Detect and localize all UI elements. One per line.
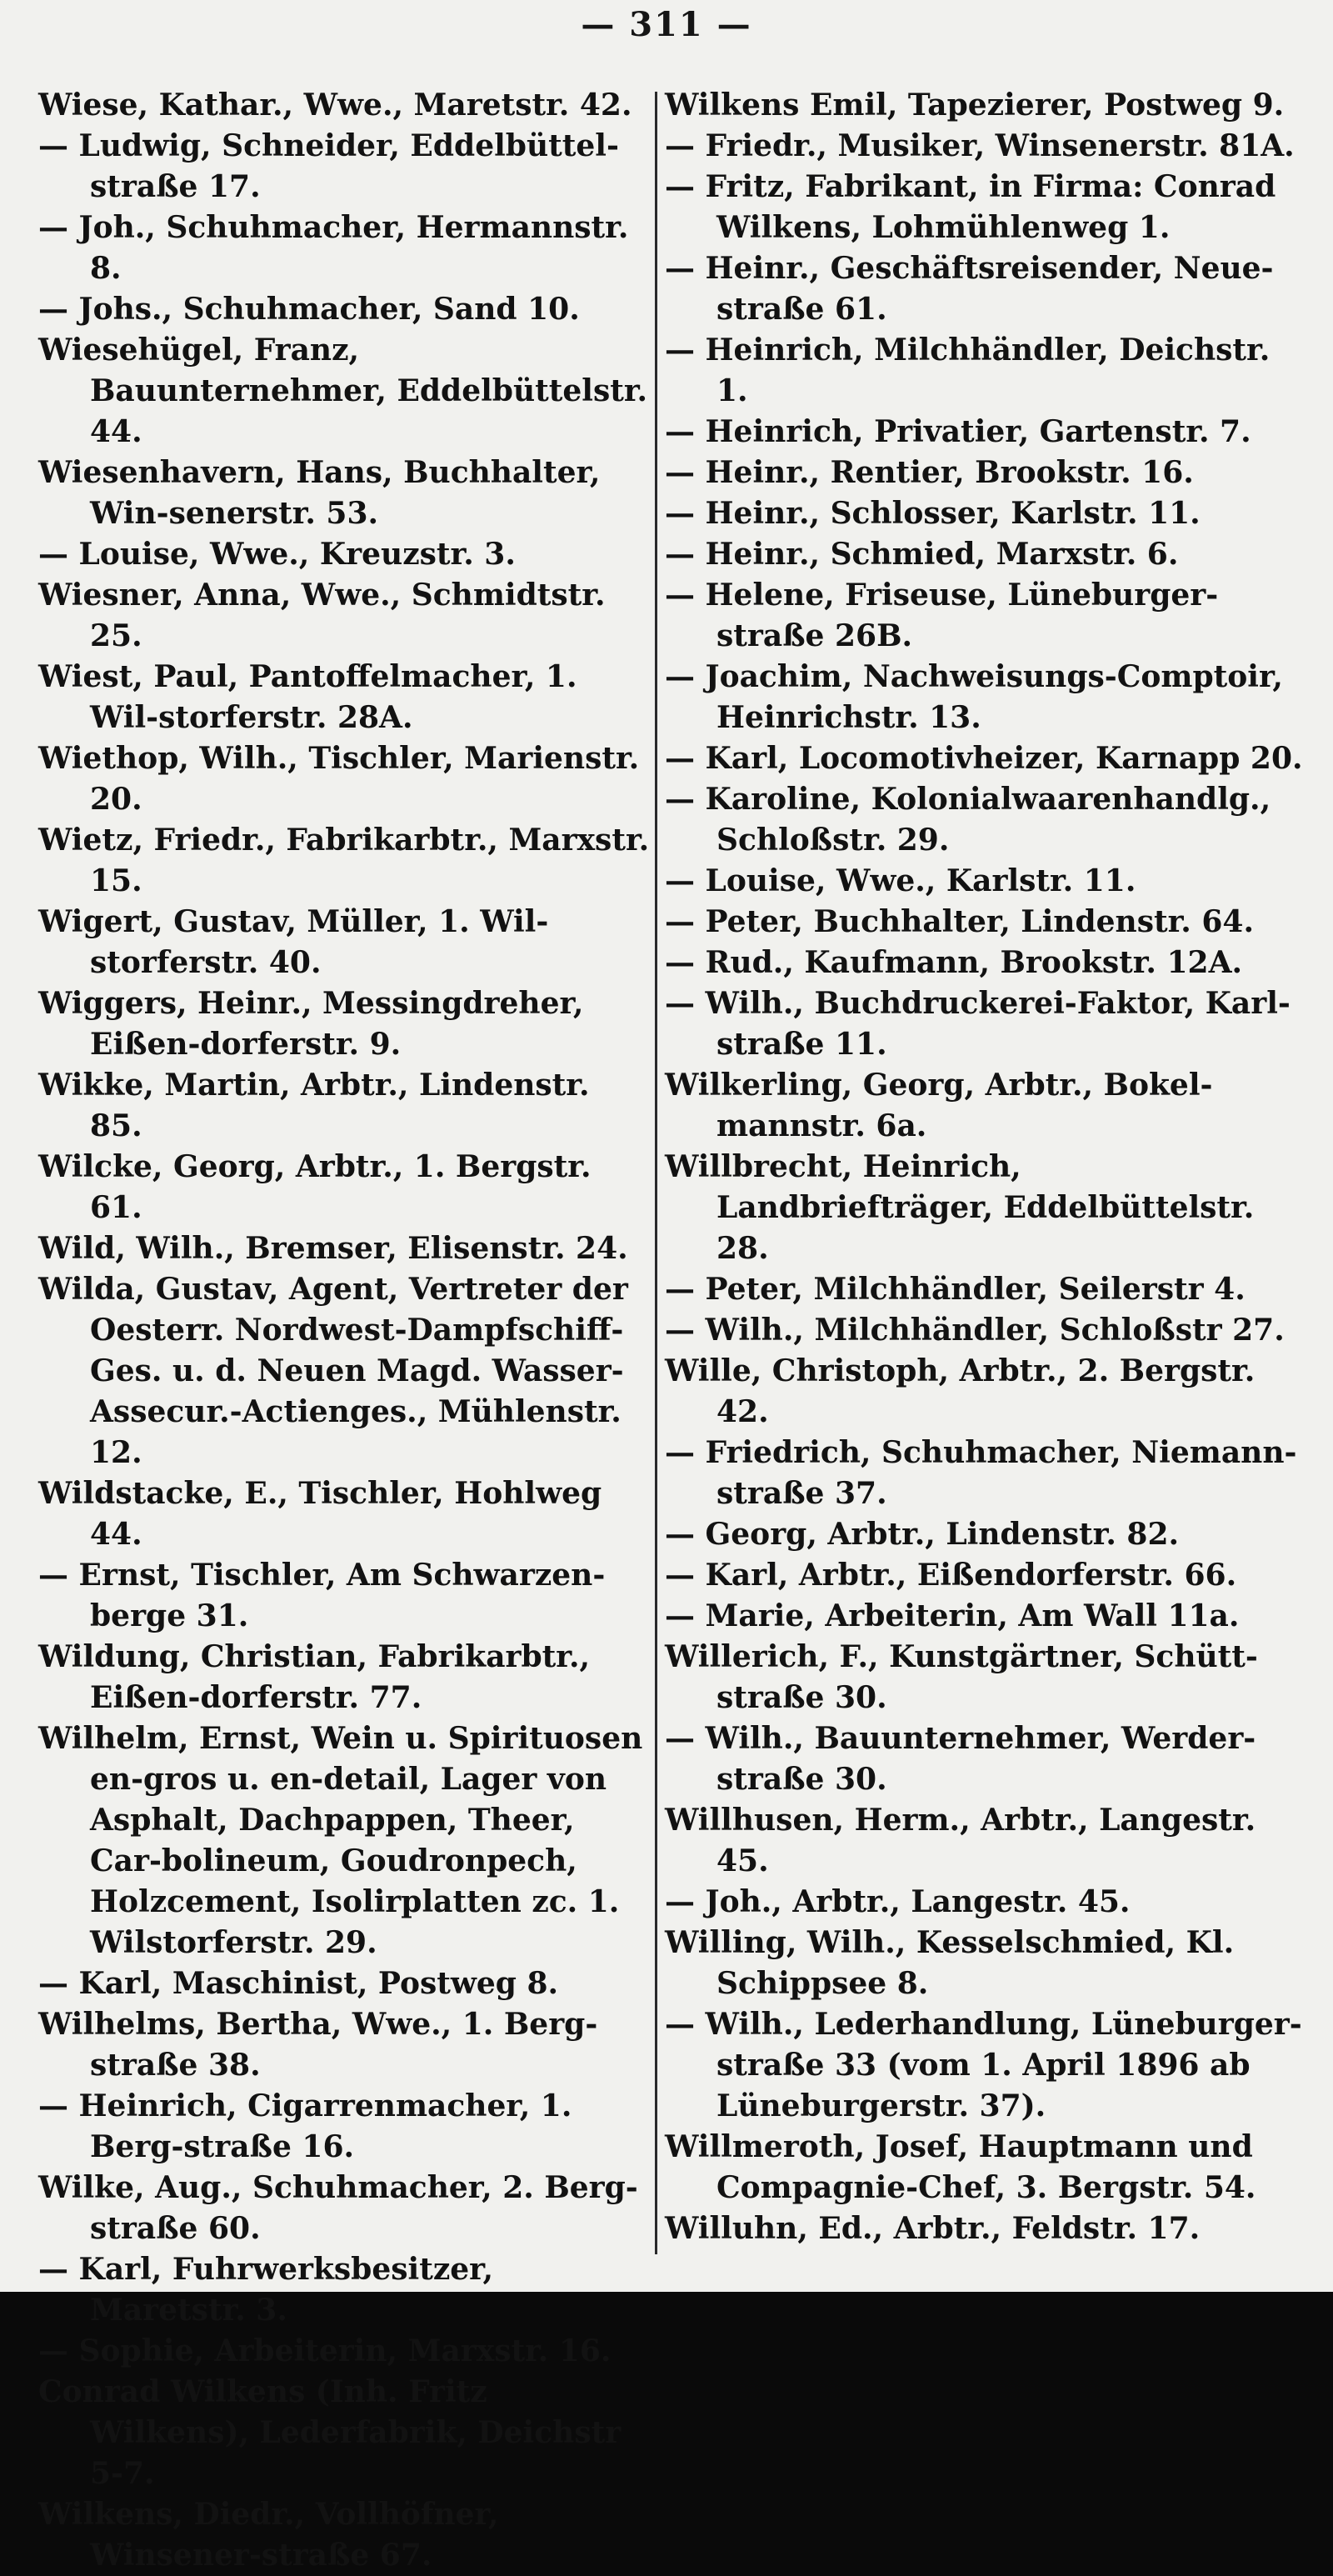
directory-entry: Wilhelm, Ernst, Wein u. Spirituosen en-gros u. en-detail, Lager von Asphalt, Dachpappen, Theer, Car-bolineum, Goudronpech, Holzcement, Isolirplatten zc. 1. Wilstorferstr. 29. xyxy=(38,1721,643,1960)
directory-entry: — Heinrich, Privatier, Gartenstr. 7. xyxy=(665,414,1251,449)
directory-entry: Wilkens, Diedr., Vollhöfner, Winsener-straße 67. xyxy=(38,2497,499,2573)
directory-entry: Conrad Wilkens (Inh. Fritz Wilkens), Lederfabrik, Deichstr 5-7. xyxy=(38,2374,622,2491)
directory-entry: Wilhelms, Bertha, Wwe., 1. Berg-straße 38. xyxy=(38,2007,598,2083)
directory-entry: Wilda, Gustav, Agent, Vertreter der Oesterr. Nordwest-Dampfschiff-Ges. u. d. Neuen Magd. Wasser-Assecur.-Actienges., Mühlenstr. 12. xyxy=(38,1272,628,1470)
directory-entry: — Joh., Arbtr., Langestr. 45. xyxy=(665,1884,1131,1919)
directory-entry: — Fritz, Fabrikant, in Firma: Conrad Wilkens, Lohmühlenweg 1. xyxy=(665,169,1276,245)
directory-entry: — Heinr., Rentier, Brookstr. 16. xyxy=(665,455,1194,490)
directory-entry: — Heinrich, Milchhändler, Deichstr. 1. xyxy=(665,333,1271,408)
directory-entry: — Johs., Schuhmacher, Sand 10. xyxy=(38,292,580,327)
directory-entry: Wildstacke, E., Tischler, Hohlweg 44. xyxy=(38,1476,602,1552)
directory-entry: — Ernst, Tischler, Am Schwarzen-berge 31. xyxy=(38,1558,606,1633)
directory-entry: Willbrecht, Heinrich, Landbriefträger, Eddelbüttelstr. 28. xyxy=(665,1149,1255,1266)
directory-entry: — Heinr., Schmied, Marxstr. 6. xyxy=(665,537,1179,572)
page-number: — 311 — xyxy=(581,5,752,44)
directory-entry: Wikke, Martin, Arbtr., Lindenstr. 85. xyxy=(38,1068,590,1143)
directory-entry: — Helene, Friseuse, Lüneburger-straße 26B. xyxy=(665,578,1219,653)
directory-entry: — Marie, Arbeiterin, Am Wall 11a. xyxy=(665,1598,1240,1633)
directory-entry: Wilke, Aug., Schuhmacher, 2. Berg-straße 60. xyxy=(38,2170,638,2246)
directory-entry: Wigert, Gustav, Müller, 1. Wil-storferstr. 40. xyxy=(38,904,549,980)
right-column xyxy=(665,85,1306,2249)
directory-entry: Wietz, Friedr., Fabrikarbtr., Marxstr. 15. xyxy=(38,823,650,898)
left-column xyxy=(38,85,651,2576)
directory-entry: — Sophie, Arbeiterin, Marxstr. 16. xyxy=(38,2333,612,2368)
directory-entry: — Rud., Kaufmann, Brookstr. 12A. xyxy=(665,945,1243,980)
directory-entry: Willuhn, Ed., Arbtr., Feldstr. 17. xyxy=(665,2211,1201,2246)
directory-entry: — Wilh., Bauunternehmer, Werder-straße 30. xyxy=(665,1721,1256,1797)
directory-entry: — Ludwig, Schneider, Eddelbüttel-straße 17. xyxy=(38,128,619,204)
column-divider xyxy=(655,92,657,2254)
directory-entry: — Louise, Wwe., Kreuzstr. 3. xyxy=(38,537,516,572)
directory-entry: — Friedrich, Schuhmacher, Niemann-straße 37. xyxy=(665,1435,1297,1511)
directory-entry: Wiesenhavern, Hans, Buchhalter, Win-senerstr. 53. xyxy=(38,455,601,531)
directory-entry: Wiese, Kathar., Wwe., Maretstr. 42. xyxy=(38,88,632,123)
directory-entry: Willhusen, Herm., Arbtr., Langestr. 45. xyxy=(665,1803,1256,1878)
directory-entry: — Peter, Milchhändler, Seilerstr 4. xyxy=(665,1272,1246,1307)
directory-entry: — Karl, Locomotivheizer, Karnapp 20. xyxy=(665,741,1303,776)
directory-entry: Wild, Wilh., Bremser, Elisenstr. 24. xyxy=(38,1231,628,1266)
directory-entry: Wiest, Paul, Pantoffelmacher, 1. Wil-storferstr. 28A. xyxy=(38,659,577,735)
directory-entry: Willing, Wilh., Kesselschmied, Kl. Schippsee 8. xyxy=(665,1925,1235,2001)
directory-entry: — Friedr., Musiker, Winsenerstr. 81A. xyxy=(665,128,1295,163)
directory-entry: — Joh., Schuhmacher, Hermannstr. 8. xyxy=(38,210,629,286)
directory-entry: Wiesner, Anna, Wwe., Schmidtstr. 25. xyxy=(38,578,606,653)
directory-entry: — Karl, Maschinist, Postweg 8. xyxy=(38,1966,559,2001)
directory-entry: Wilkerling, Georg, Arbtr., Bokel-mannstr. 6a. xyxy=(665,1068,1213,1143)
directory-entry: — Wilh., Buchdruckerei-Faktor, Karl-straße 11. xyxy=(665,986,1291,1062)
directory-entry: — Joachim, Nachweisungs-Comptoir, Heinrichstr. 13. xyxy=(665,659,1283,735)
directory-entry: — Heinrich, Cigarrenmacher, 1. Berg-straße 16. xyxy=(38,2088,572,2164)
directory-entry: — Wilh., Lederhandlung, Lüneburger-straße 33 (vom 1. April 1896 ab Lüneburgerstr. 37). xyxy=(665,2007,1302,2123)
directory-entry: — Wilh., Milchhändler, Schloßstr 27. xyxy=(665,1313,1285,1348)
directory-entry: — Heinr., Schlosser, Karlstr. 11. xyxy=(665,496,1201,531)
directory-entry: Wille, Christoph, Arbtr., 2. Bergstr. 42. xyxy=(665,1353,1256,1429)
directory-entry: — Karoline, Kolonialwaarenhandlg., Schloßstr. 29. xyxy=(665,782,1271,858)
directory-entry: — Georg, Arbtr., Lindenstr. 82. xyxy=(665,1517,1180,1552)
directory-entry: — Karl, Fuhrwerksbesitzer, Maretstr. 3. xyxy=(38,2252,494,2328)
directory-entry: — Louise, Wwe., Karlstr. 11. xyxy=(665,863,1136,898)
directory-entry: Willerich, F., Kunstgärtner, Schütt-straße 30. xyxy=(665,1639,1258,1715)
directory-entry: Willmeroth, Josef, Hauptmann und Compagnie-Chef, 3. Bergstr. 54. xyxy=(665,2129,1256,2205)
directory-entry: Wildung, Christian, Fabrikarbtr., Eißen-dorferstr. 77. xyxy=(38,1639,591,1715)
directory-entry: — Peter, Buchhalter, Lindenstr. 64. xyxy=(665,904,1254,939)
directory-entry: Wilkens Emil, Tapezierer, Postweg 9. xyxy=(665,88,1285,123)
directory-entry: Wilcke, Georg, Arbtr., 1. Bergstr. 61. xyxy=(38,1149,592,1225)
directory-entry: Wiggers, Heinr., Messingdreher, Eißen-dorferstr. 9. xyxy=(38,986,584,1062)
directory-entry: — Heinr., Geschäftsreisender, Neue-straße 61. xyxy=(665,251,1274,327)
directory-entry: Wiesehügel, Franz, Bauunternehmer, Eddelbüttelstr. 44. xyxy=(38,333,648,449)
directory-entry: Wiethop, Wilh., Tischler, Marienstr. 20. xyxy=(38,741,640,817)
directory-entry: — Karl, Arbtr., Eißendorferstr. 66. xyxy=(665,1558,1237,1593)
